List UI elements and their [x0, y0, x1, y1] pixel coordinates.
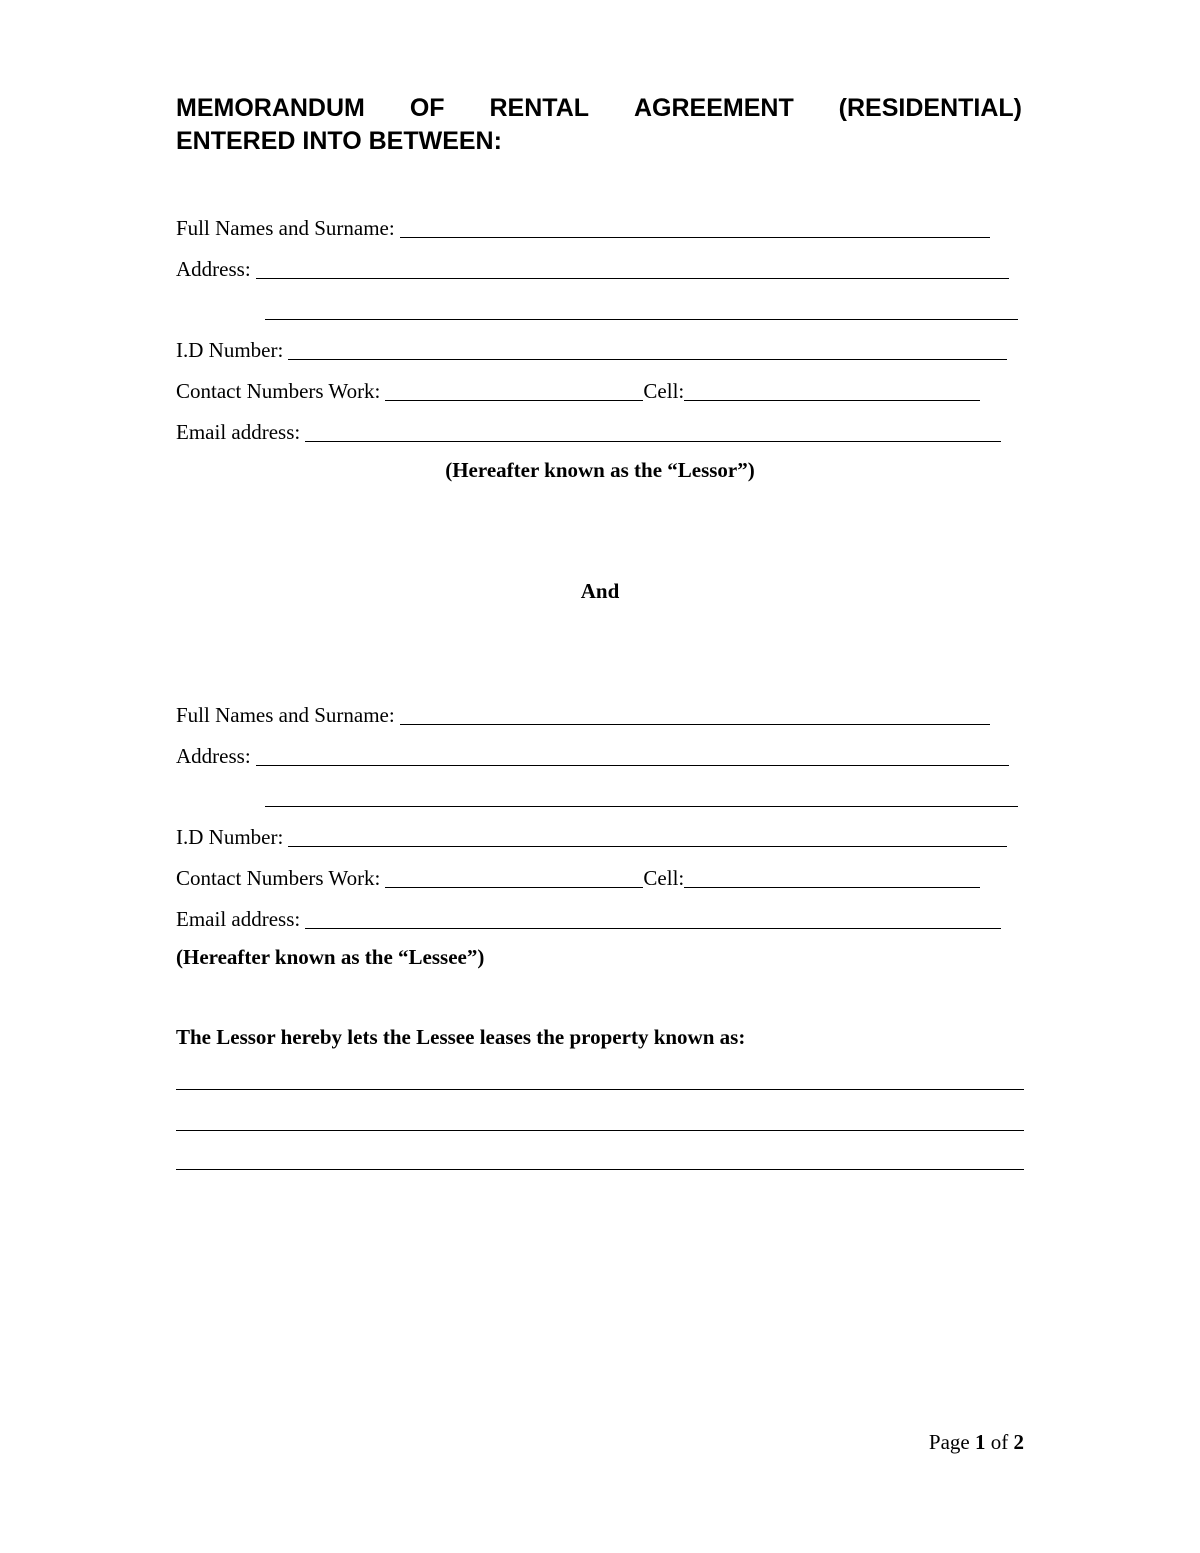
of-word: of	[990, 1430, 1009, 1454]
lessor-email-field[interactable]	[305, 440, 1001, 442]
email-label: Email address:	[176, 420, 301, 444]
lessor-full-names-field[interactable]	[400, 236, 990, 238]
lessor-cell-field[interactable]	[684, 399, 980, 401]
contact-work-label: Contact Numbers Work:	[176, 866, 381, 890]
document-title	[176, 92, 1022, 158]
lessor-work-field[interactable]	[385, 399, 643, 401]
address-label: Address:	[176, 744, 251, 768]
lessee-address-row-2	[265, 779, 1018, 809]
title-word: AGREEMENT	[633, 94, 794, 122]
property-statement: The Lessor hereby lets the Lessee leases the property known as:	[176, 1025, 746, 1049]
lessee-address-row	[176, 738, 1009, 768]
address-label: Address:	[176, 257, 251, 281]
title-word: RENTAL	[489, 94, 590, 122]
page-current: 1	[975, 1430, 986, 1454]
lessee-id-field[interactable]	[288, 845, 1007, 847]
full-names-label: Full Names and Surname:	[176, 703, 395, 727]
lessee-address-field[interactable]	[256, 764, 1009, 766]
lessor-id-field[interactable]	[288, 358, 1007, 360]
lessee-full-names-row	[176, 697, 990, 727]
property-line-1[interactable]	[176, 1089, 1024, 1090]
lessee-id-row	[176, 819, 1007, 849]
title-line-2: ENTERED INTO BETWEEN:	[176, 127, 502, 155]
title-word: OF	[409, 94, 445, 122]
lessee-address-field-2[interactable]	[265, 805, 1018, 807]
lessor-full-names-row	[176, 210, 990, 240]
lessee-note: (Hereafter known as the “Lessee”)	[176, 945, 485, 969]
and-separator: And	[580, 579, 620, 603]
email-label: Email address:	[176, 907, 301, 931]
lessor-address-field-2[interactable]	[265, 318, 1018, 320]
id-number-label: I.D Number:	[176, 825, 284, 849]
page-word: Page	[928, 1430, 970, 1454]
cell-label: Cell:	[643, 866, 685, 890]
lessee-full-names-field[interactable]	[400, 723, 990, 725]
property-line-2[interactable]	[176, 1130, 1024, 1131]
lessee-cell-field[interactable]	[684, 886, 980, 888]
page-number	[929, 1430, 1024, 1454]
lessee-email-field[interactable]	[305, 927, 1001, 929]
property-line-3[interactable]	[176, 1169, 1024, 1170]
lessor-address-row	[176, 251, 1009, 281]
lessor-email-row	[176, 414, 1001, 444]
lessee-contact-row	[176, 860, 980, 890]
lessor-note: (Hereafter known as the “Lessor”)	[445, 458, 755, 482]
title-word: (RESIDENTIAL)	[838, 94, 1022, 122]
lessee-email-row	[176, 901, 1001, 931]
page-total: 2	[1013, 1430, 1024, 1454]
contact-work-label: Contact Numbers Work:	[176, 379, 381, 403]
cell-label: Cell:	[643, 379, 685, 403]
title-word: MEMORANDUM	[176, 94, 365, 122]
lessee-work-field[interactable]	[385, 886, 643, 888]
title-line-1	[176, 92, 1022, 125]
lessor-address-row-2	[265, 292, 1018, 322]
lessor-contact-row	[176, 373, 980, 403]
id-number-label: I.D Number:	[176, 338, 284, 362]
lessor-id-row	[176, 332, 1007, 362]
full-names-label: Full Names and Surname:	[176, 216, 395, 240]
lessor-address-field[interactable]	[256, 277, 1009, 279]
